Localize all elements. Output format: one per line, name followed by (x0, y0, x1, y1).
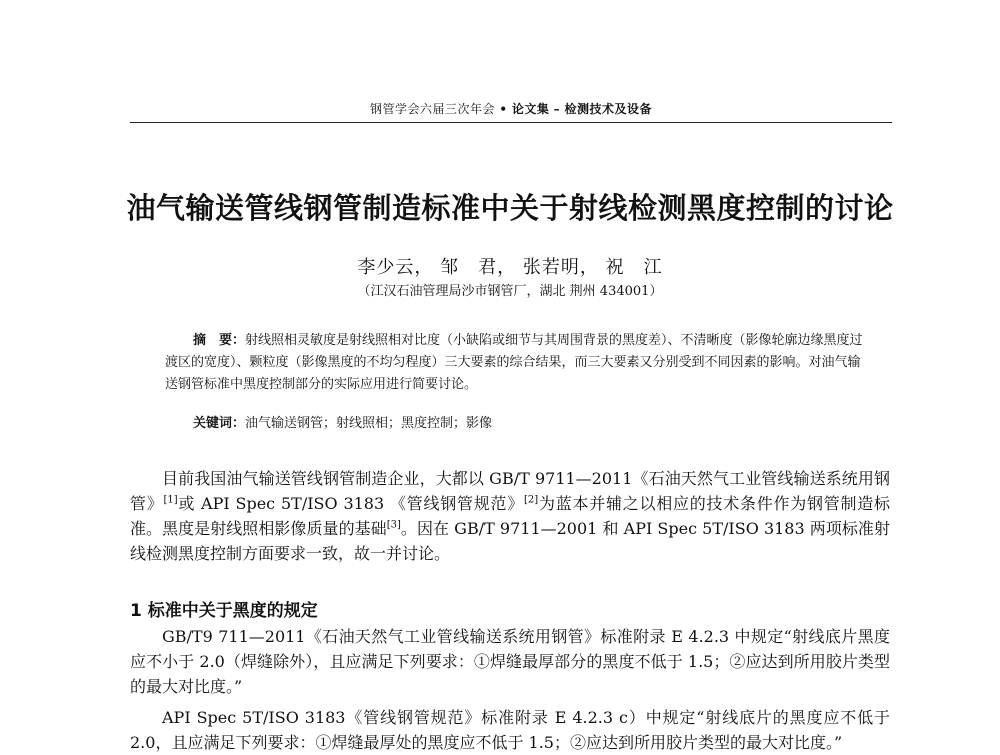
header-rule (130, 122, 892, 123)
citation-ref-2: [2] (524, 494, 539, 506)
intro-text-4: 。因在 GB/T 9711—2001 和 API Spec 5T/ISO 3183 两项标准射线检测黑度控制方面要求一致，故一并讨论。 (130, 519, 890, 563)
intro-text-1: 目前我国油气输送管线钢管制造企业，大都以 GB/T 9711—2011《石油天然气工业管线输送系统用钢管》 (130, 469, 890, 513)
paper-title: 油气输送管线钢管制造标准中关于射线检测黑度控制的讨论 (126, 191, 894, 225)
citation-ref-3: [3] (386, 519, 401, 531)
abstract-label: 摘 要： (193, 333, 246, 348)
header-collection: 论文集 (511, 102, 550, 116)
section-paragraph-2: API Spec 5T/ISO 3183《管线钢管规范》标准附录 E 4.2.3 c）中规定“射线底片的黑度应不低于 2.0，且应满足下列要求：①焊缝最厚处的黑度应不低于 1.5；②应达到所用胶片类型的最大对比度。” (130, 708, 890, 752)
section-paragraph-1: GB/T9 711—2011《石油天然气工业管线输送系统用钢管》标准附录 E 4.2.3 中规定“射线底片黑度应不小于 2.0（焊缝除外），且应满足下列要求：①焊缝最厚部分的黑度不低于 1.5；②应达到所用胶片类型的最大对比度。” (130, 627, 890, 696)
header-conference: 钢管学会六届三次年会 (369, 102, 495, 116)
author-list: 李少云， 邹 君， 张若明， 祝 江 (357, 257, 663, 278)
header-section: 检测技术及设备 (564, 102, 653, 116)
intro-text-3: 为蓝本并辅之以相应的技术条件作为钢管制造标准。黑度是射线照相影像质量的基础 (130, 494, 890, 538)
affiliation: （江汉石油管理局沙市钢管厂，湖北 荆州 434001） (357, 284, 663, 299)
header-dash: – (553, 102, 561, 116)
intro-paragraph (130, 466, 890, 566)
header-separator: • (499, 102, 508, 116)
intro-text-2: 或 API Spec 5T/ISO 3183 《管线钢管规范》 (177, 494, 525, 513)
running-header (130, 100, 892, 117)
keywords-text: 油气输送钢管；射线照相；黑度控制；影像 (245, 416, 493, 431)
keywords (193, 412, 863, 431)
section-heading: 1 标准中关于黑度的规定 (130, 601, 318, 621)
citation-ref-1: [1] (163, 494, 178, 506)
keywords-label: 关键词： (193, 416, 246, 431)
abstract-text: 射线照相灵敏度是射线照相对比度（小缺陷或细节与其周围背景的黑度差）、不清晰度（影像轮廓边缘黑度过渡区的宽度）、颗粒度（影像黑度的不均匀程度）三大要素的综合结果，而三大要素又分别受到不同因素的影响。对油气输送钢管标准中黑度控制部分的实际应用进行简要讨论。 (165, 333, 863, 392)
abstract (165, 330, 865, 396)
